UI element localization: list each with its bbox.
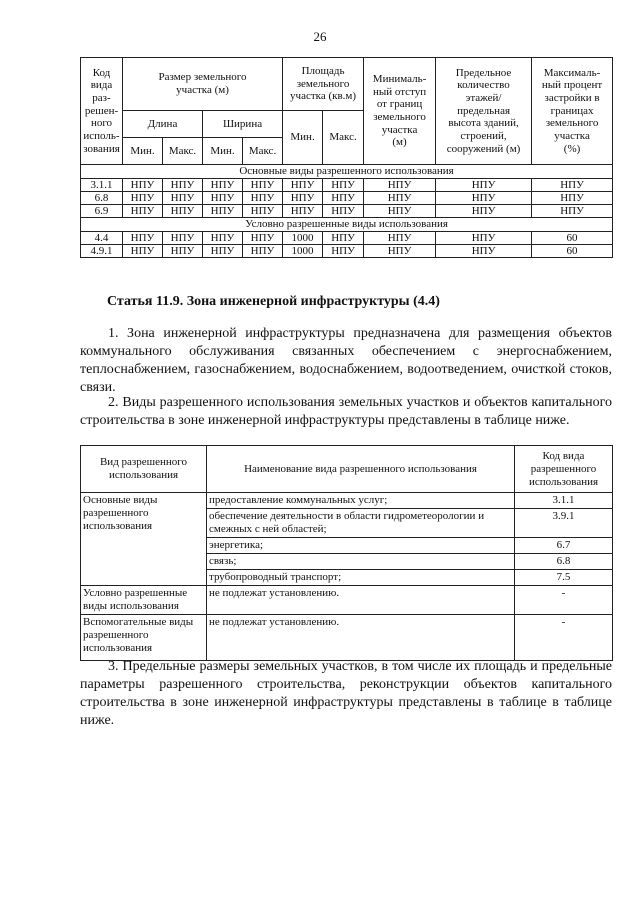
table-row: 4.9.1 НПУ НПУ НПУ НПУ 1000 НПУ НПУ НПУ 60 (81, 245, 613, 258)
paragraph-1: 1. Зона инженерной инфраструктуры предназначена для размещения объектов коммунального обслуживания связанных обеспечением с энергоснабжением, теплоснабжением, газоснабжением, водоснабжением, водоотведением, очисткой стоков, связи. (80, 326, 612, 395)
header-length-min: Мин. (123, 138, 163, 165)
header-coverage: Максималь- ный процент застройки в границах земельного участка (%) (532, 58, 613, 165)
header-use-name: Наименование вида разрешенного использования (207, 446, 515, 493)
table-row: трубопроводный транспорт; 7.5 (81, 570, 613, 586)
table-row: обеспечение деятельности в области гидрометеорологии и смежных с ней областей; 3.9.1 (81, 509, 613, 538)
header-use-type: Вид разрешенного использования (81, 446, 207, 493)
header-setback: Минималь- ный отступ от границ земельного участка (м) (364, 58, 436, 165)
conditional-uses-label: Условно разрешенные виды использования (81, 586, 207, 615)
header-length: Длина (123, 111, 203, 138)
section-conditional: Условно разрешенные виды использования (81, 218, 613, 232)
header-area: Площадь земельного участка (кв.м) (283, 58, 364, 111)
main-uses-label: Основные виды разрешенного использования (81, 493, 207, 586)
header-floors: Предельное количество этажей/ предельная высота зданий, строений, сооружений (м) (436, 58, 532, 165)
header-width: Ширина (203, 111, 283, 138)
header-width-max: Макс. (243, 138, 283, 165)
table-row: Вспомогательные виды разрешенного использования не подлежат установлению. - (81, 615, 613, 661)
paragraph-3: 3. Предельные размеры земельных участков, в том числе их площадь и предельные параметры разрешенного строительства, реконструкции объектов капитального строительства в зоне инженерной инфраструктуры представлены в таблице в таблице ниже. (80, 659, 612, 728)
header-area-min: Мин. (283, 111, 323, 165)
permitted-use-table (80, 445, 613, 661)
header-width-min: Мин. (203, 138, 243, 165)
table-row: Основные виды разрешенного использования предоставление коммунальных услуг; 3.1.1 (81, 493, 613, 509)
section-main: Основные виды разрешенного использования (81, 165, 613, 179)
header-area-max: Макс. (323, 111, 364, 165)
table-row: 6.9 НПУ НПУ НПУ НПУ НПУ НПУ НПУ НПУ НПУ (81, 205, 613, 218)
article-heading: Статья 11.9. Зона инженерной инфраструктуры (4.4) (107, 294, 440, 309)
header-code: Код вида раз- решен- ного исполь- зования (81, 58, 123, 165)
table-row: энергетика; 6.7 (81, 538, 613, 554)
header-use-code: Код вида разрешенного использования (515, 446, 613, 493)
table-row: 4.4 НПУ НПУ НПУ НПУ 1000 НПУ НПУ НПУ 60 (81, 232, 613, 245)
table-row: Условно разрешенные виды использования не подлежат установлению. - (81, 586, 613, 615)
limits-table (80, 57, 613, 258)
table-row: 6.8 НПУ НПУ НПУ НПУ НПУ НПУ НПУ НПУ НПУ (81, 192, 613, 205)
table-row: связь; 6.8 (81, 554, 613, 570)
header-length-max: Макс. (163, 138, 203, 165)
page-number: 26 (313, 29, 327, 44)
auxiliary-uses-label: Вспомогательные виды разрешенного использования (81, 615, 207, 661)
paragraph-2: 2. Виды разрешенного использования земельных участков и объектов капитального строительства в зоне инженерной инфраструктуры представлены в таблице ниже. (80, 395, 612, 428)
table-row: 3.1.1 НПУ НПУ НПУ НПУ НПУ НПУ НПУ НПУ НПУ (81, 179, 613, 192)
header-size: Размер земельного участка (м) (123, 58, 283, 111)
